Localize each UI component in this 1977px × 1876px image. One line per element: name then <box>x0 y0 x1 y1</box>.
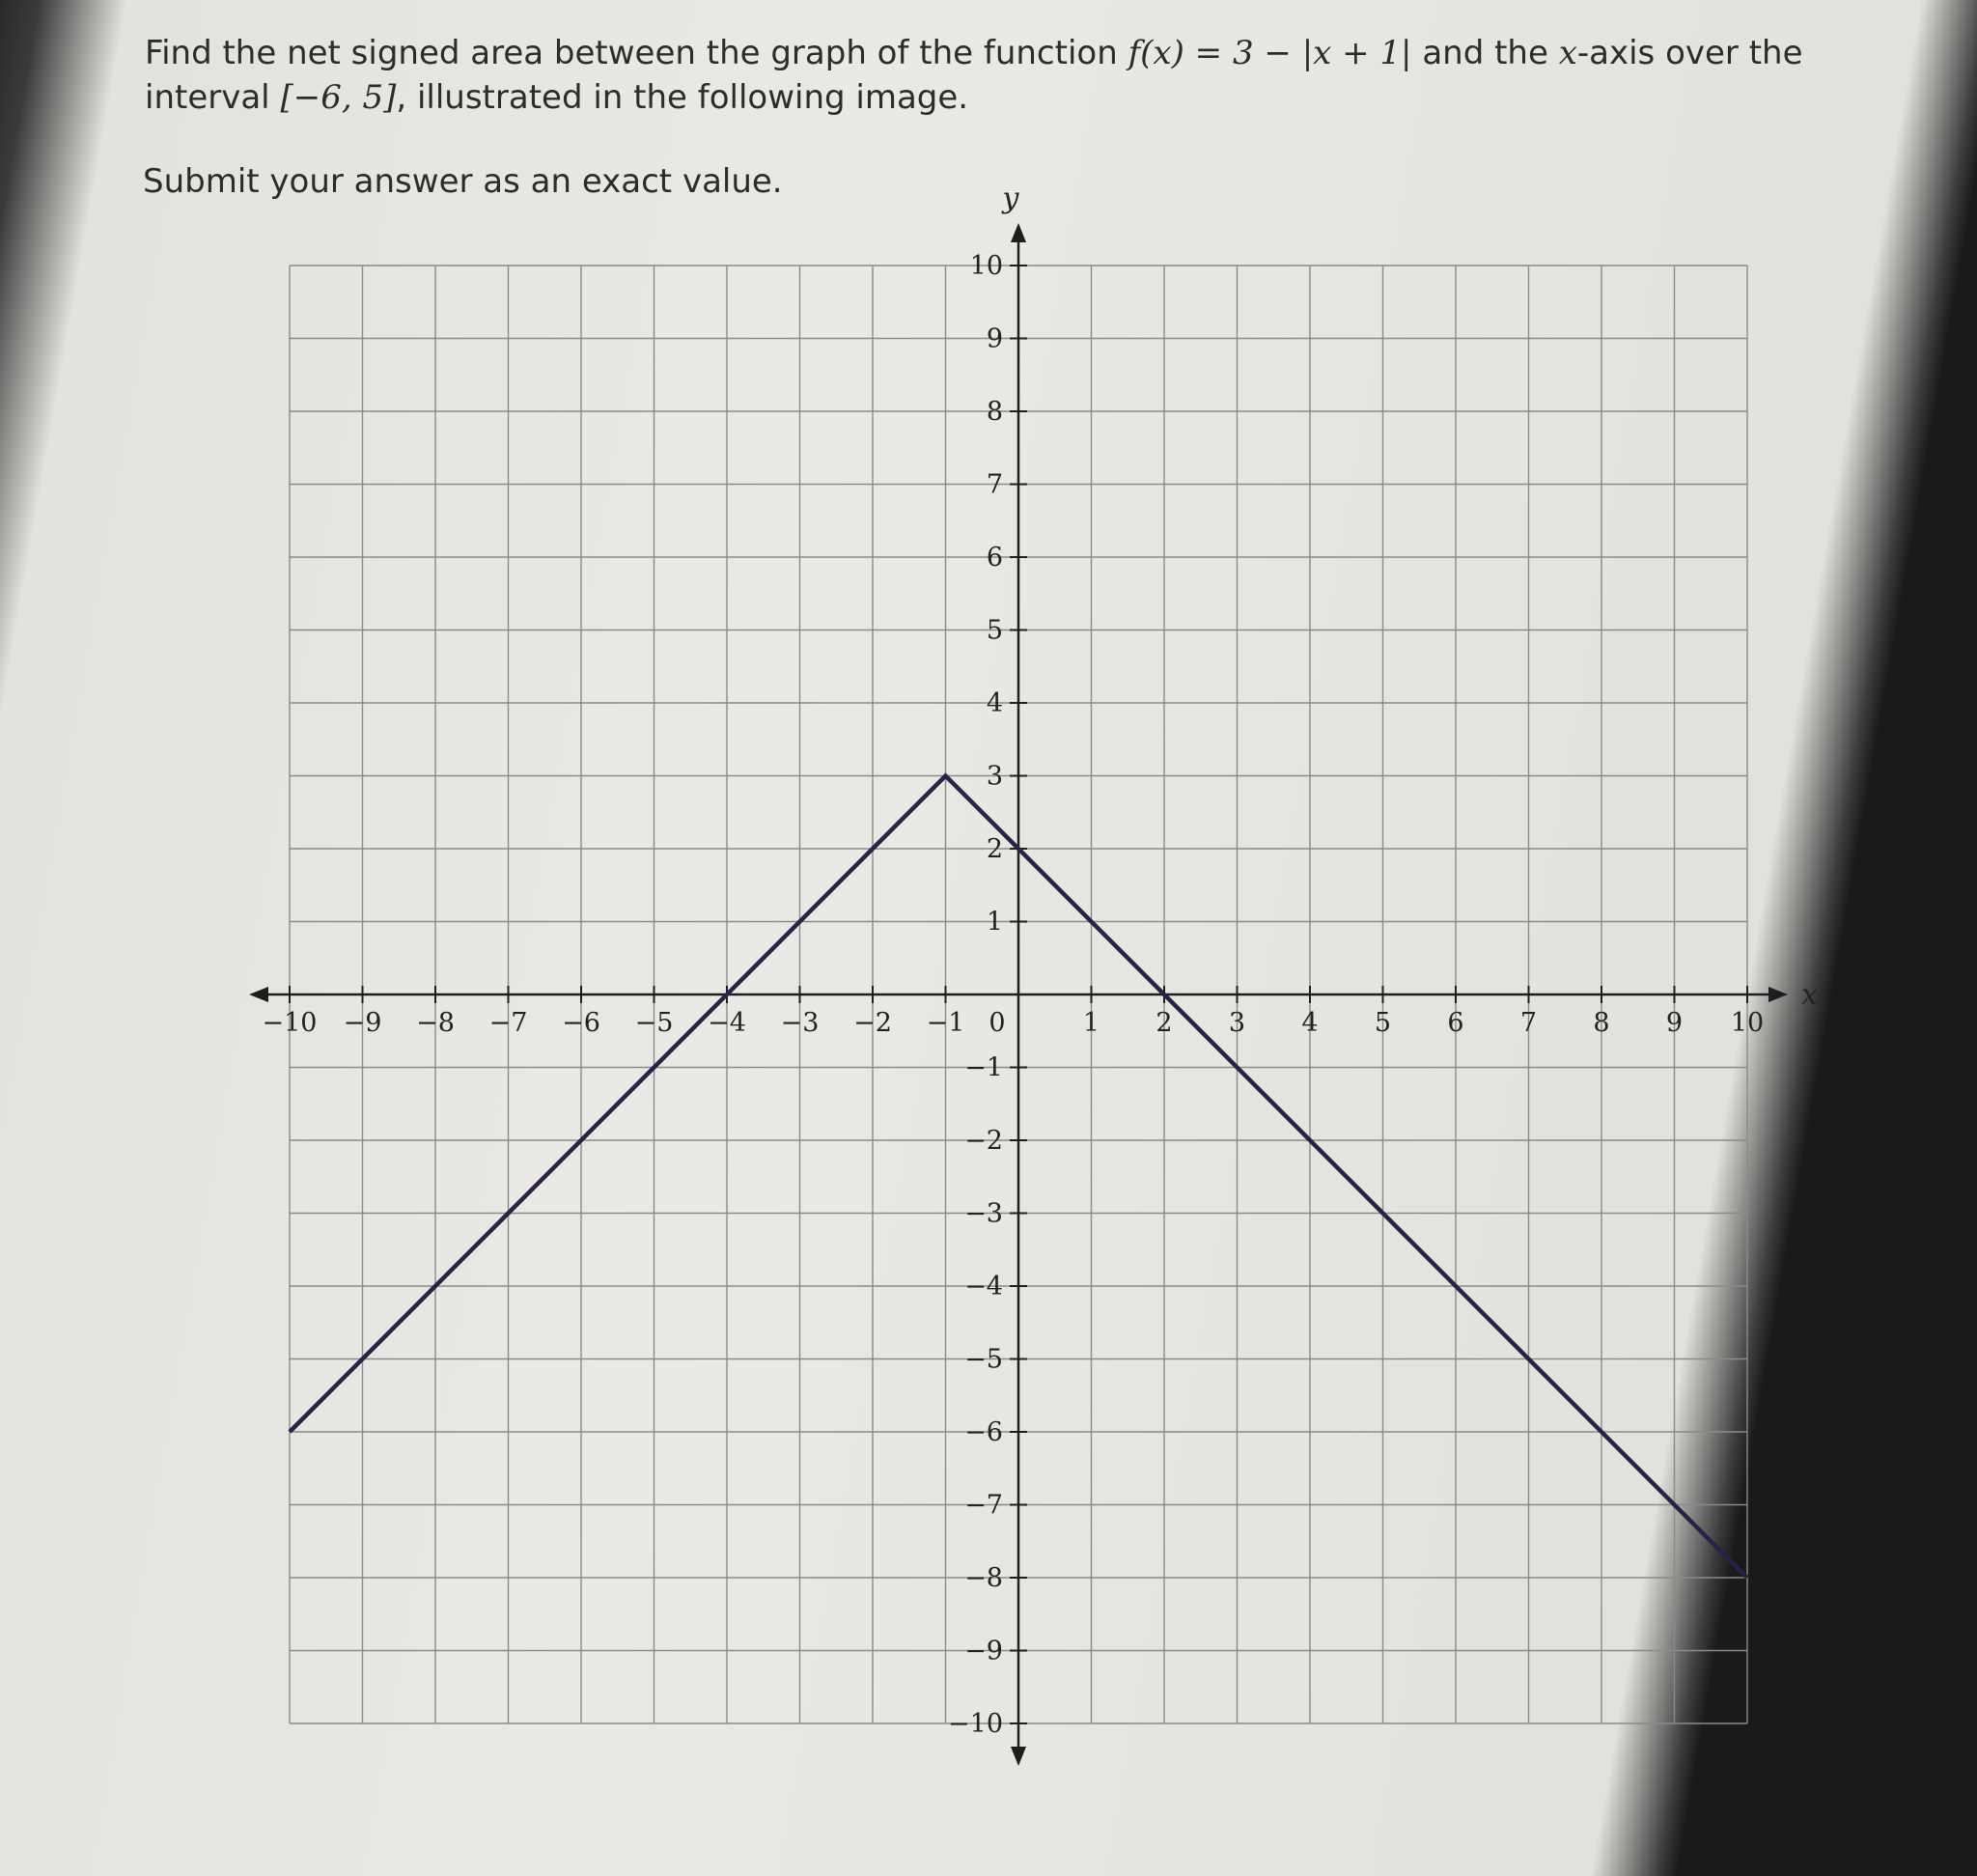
x-tick-label: −8 <box>416 1008 455 1038</box>
y-tick-label: −8 <box>964 1563 1003 1593</box>
y-tick-label: 4 <box>986 688 1003 718</box>
x-tick-label: −1 <box>926 1008 965 1038</box>
y-tick-label: 5 <box>986 615 1003 646</box>
x-tick-label: 7 <box>1519 1008 1538 1038</box>
y-axis-name: y <box>1002 182 1019 215</box>
origin-label: 0 <box>988 1008 1006 1038</box>
x-tick-label: −3 <box>780 1008 820 1038</box>
x-tick-label: 1 <box>1082 1008 1100 1038</box>
y-tick-label: 7 <box>986 469 1003 500</box>
x-tick-label: −5 <box>634 1008 674 1038</box>
x-tick-label: −9 <box>343 1008 382 1038</box>
y-tick-label: 8 <box>986 397 1003 427</box>
y-tick-label: −10 <box>948 1709 1003 1739</box>
y-tick-label: 3 <box>986 761 1003 792</box>
x-tick-label: −6 <box>562 1008 600 1038</box>
y-tick-label: −7 <box>964 1490 1003 1521</box>
interval-expression: [−6, 5] <box>280 78 397 117</box>
x-tick-label: −10 <box>262 1008 318 1038</box>
x-tick-label: 9 <box>1665 1008 1684 1038</box>
x-axis-name: x <box>1801 978 1818 1012</box>
x-tick-label: 8 <box>1593 1008 1610 1038</box>
y-tick-label: 2 <box>986 834 1003 864</box>
x-tick-label: 5 <box>1374 1008 1392 1038</box>
question-part-2: and the <box>1411 34 1559 72</box>
x-tick-label: 6 <box>1447 1008 1464 1038</box>
y-tick-label: 6 <box>986 543 1003 573</box>
instruction-text: Submit your answer as an exact value. <box>143 162 783 201</box>
y-tick-label: 10 <box>969 251 1003 281</box>
y-tick-label: 1 <box>986 907 1003 938</box>
x-tick-label: −2 <box>853 1008 892 1038</box>
y-tick-label: −6 <box>964 1417 1003 1447</box>
x-variable: x <box>1558 34 1577 72</box>
function-expression: f(x) = 3 − |x + 1| <box>1128 34 1412 72</box>
x-tick-label: −4 <box>708 1008 746 1038</box>
y-tick-label: −9 <box>964 1636 1003 1666</box>
x-axis-right-arrow <box>1768 987 1788 1002</box>
x-tick-label: 10 <box>1730 1008 1765 1038</box>
x-tick-label: 4 <box>1301 1008 1319 1038</box>
y-axis-down-arrow <box>1011 1747 1026 1766</box>
y-axis-up-arrow <box>1011 223 1026 242</box>
y-tick-label: −2 <box>964 1126 1003 1156</box>
y-tick-label: −3 <box>964 1198 1003 1229</box>
x-tick-label: 2 <box>1156 1008 1173 1038</box>
x-tick-label: −7 <box>488 1008 528 1038</box>
question-part-1: Find the net signed area between the graph of the function <box>145 34 1128 72</box>
y-tick-label: −1 <box>964 1052 1003 1083</box>
x-tick-label: 3 <box>1228 1008 1246 1038</box>
x-axis-left-arrow <box>249 987 268 1002</box>
question-part-3: -axis over the interval <box>145 34 1803 117</box>
y-tick-label: 9 <box>986 323 1003 354</box>
y-tick-label: −5 <box>964 1344 1003 1375</box>
question-part-4: , illustrated in the following image. <box>396 78 969 117</box>
y-tick-label: −4 <box>964 1272 1003 1302</box>
